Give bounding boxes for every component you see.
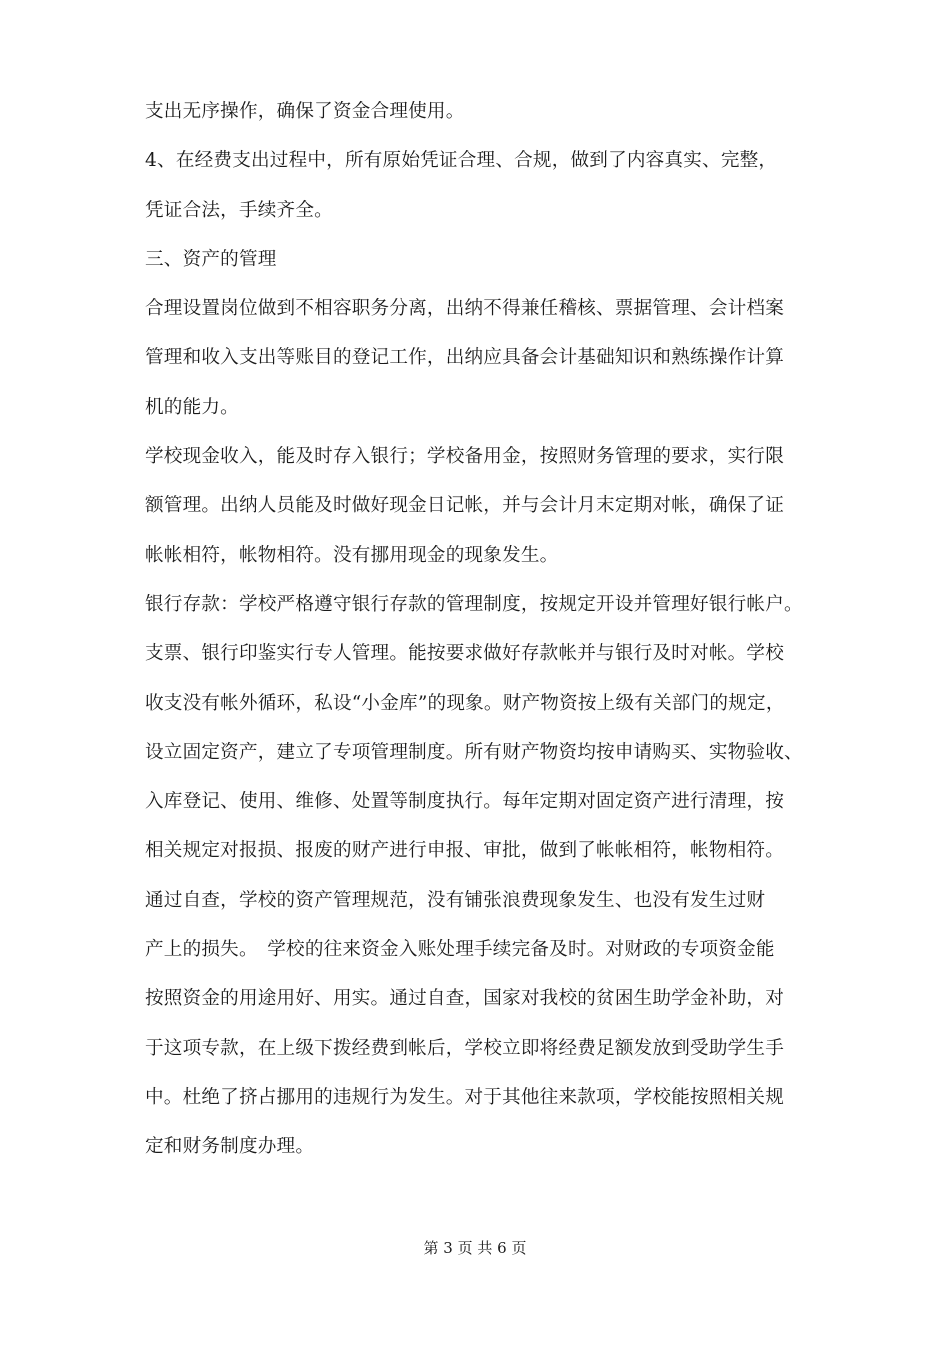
- text-line: 中。杜绝了挤占挪用的违规行为发生。对于其他往来款项，学校能按照相关规: [145, 1086, 784, 1108]
- text-line: 收支没有帐外循环，私设“小金库”的现象。财产物资按上级有关部门的规定，: [145, 692, 785, 714]
- text-line: 相关规定对报损、报废的财产进行申报、审批，做到了帐帐相符，帐物相符。: [145, 840, 784, 862]
- text-line: 银行存款：学校严格遵守银行存款的管理制度，按规定开设并管理好银行帐户。: [145, 593, 803, 615]
- text-line: 凭证合法，手续齐全。: [145, 199, 333, 221]
- text-line: 通过自查，学校的资产管理规范，没有铺张浪费现象发生、也没有发生过财: [145, 889, 766, 911]
- text-line: 支票、银行印鉴实行专人管理。能按要求做好存款帐并与银行及时对帐。学校: [145, 643, 784, 665]
- section-heading: 三、资产的管理: [145, 248, 277, 270]
- text-line: 学校现金收入，能及时存入银行；学校备用金，按照财务管理的要求，实行限: [145, 446, 784, 468]
- text-line: 帐帐相符，帐物相符。没有挪用现金的现象发生。: [145, 544, 559, 566]
- text-line: 产上的损失。 学校的往来资金入账处理手续完备及时。对财政的专项资金能: [145, 939, 775, 961]
- text-line: 合理设置岗位做到不相容职务分离，出纳不得兼任稽核、票据管理、会计档案: [145, 298, 784, 320]
- text-line: 4、在经费支出过程中，所有原始凭证合理、合规，做到了内容真实、完整，: [145, 150, 778, 172]
- text-line: 设立固定资产，建立了专项管理制度。所有财产物资均按申请购买、实物验收、: [145, 741, 803, 763]
- text-line: 于这项专款，在上级下拨经费到帐后，学校立即将经费足额发放到受助学生手: [145, 1037, 784, 1059]
- text-line: 定和财务制度办理。: [145, 1136, 315, 1158]
- body-text: [145, 95, 845, 1180]
- text-line: 支出无序操作，确保了资金合理使用。: [145, 101, 465, 122]
- text-line: 按照资金的用途用好、用实。通过自查，国家对我校的贫困生助学金补助，对: [145, 988, 784, 1010]
- text-line: 管理和收入支出等账目的登记工作，出纳应具备会计基础知识和熟练操作计算: [145, 347, 784, 369]
- text-line: 额管理。出纳人员能及时做好现金日记帐，并与会计月末定期对帐，确保了证: [145, 495, 784, 517]
- text-line: 入库登记、使用、维修、处置等制度执行。每年定期对固定资产进行清理，按: [145, 791, 784, 813]
- page-number-footer: 第 3 页 共 6 页: [423, 1239, 527, 1257]
- text-line: 机的能力。: [145, 396, 239, 418]
